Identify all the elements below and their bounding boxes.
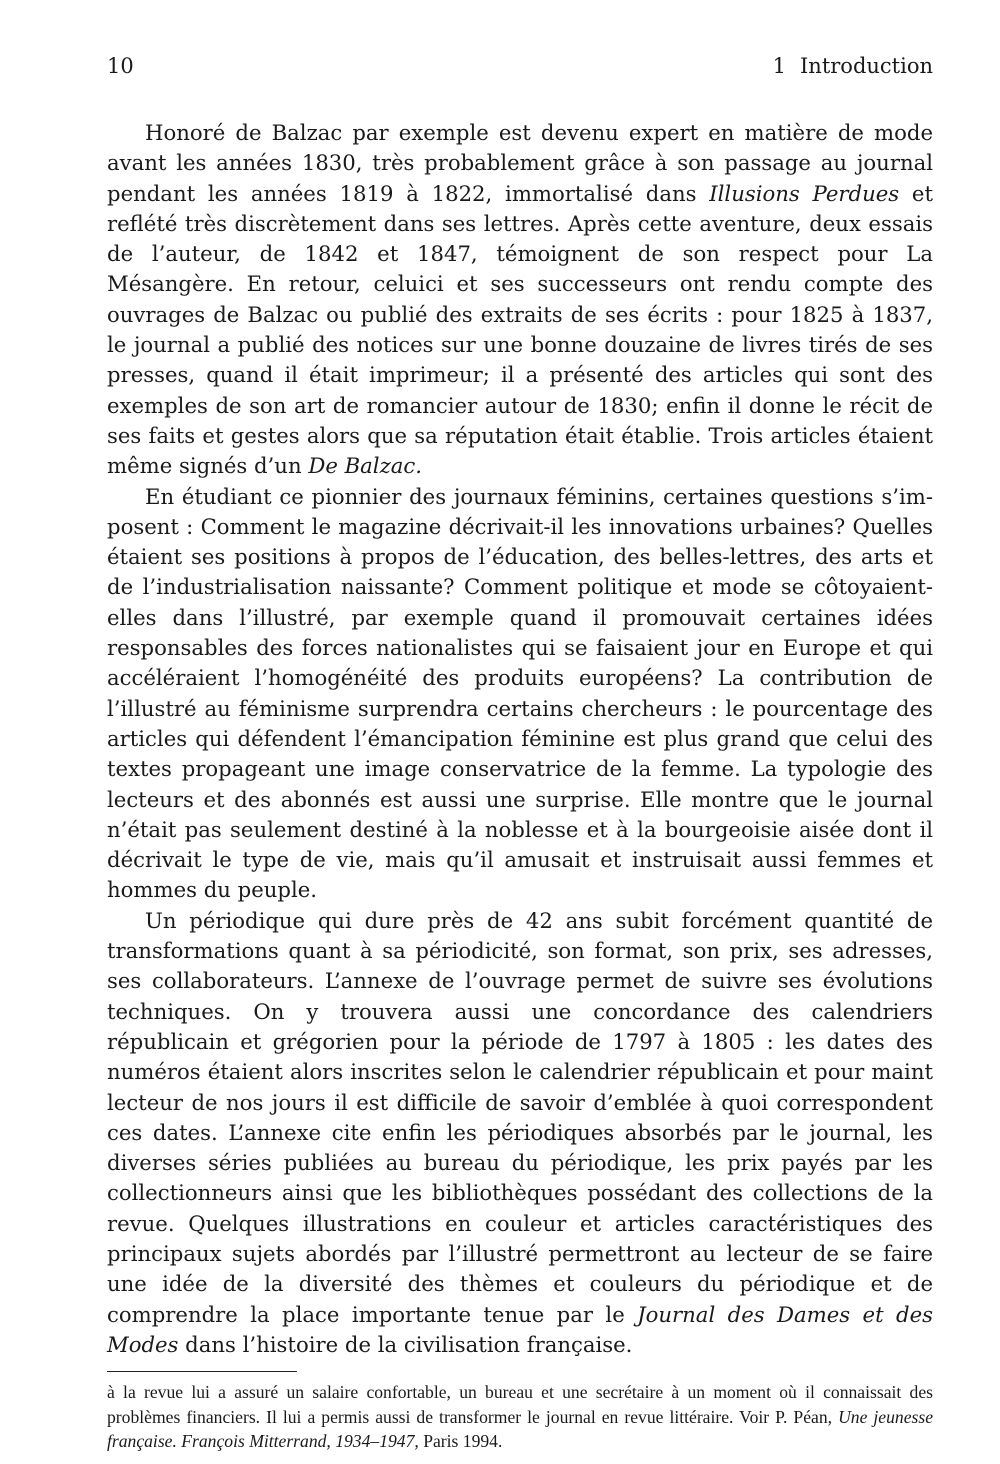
italic-title: Journal des Dames et des Modes [107, 1301, 933, 1357]
paragraph [107, 482, 933, 906]
paragraph-text: Un périodique qui dure près de 42 ans subit forcément quantité de transformations quant à sa périodicité, son format, son prix, ses adresses, ses collaborateurs. L’annexe de l’ouvrage permet de suivre ses évolutions techniques. On y trouvera aussi une concordance des calendriers républicain et grégorien pour la période de 1797 à 1805 : les dates des numéros étaient alors inscrites selon le calendrier républicain et pour maint lecteur de nos jours il est difficile de savoir d’emblée à quoi correspondent ces dates. L’annexe cite enfin les périodiques absorbés par le journal, les diverses séries publiées au bureau du périodique, les prix payés par les collectionneurs ainsi que les bibliothèques possédant des collections de la revue. Quelques illustrations en couleur et articles caractéristiques des principaux sujets abordés par l’illustré permettront au lecteur de se faire une idée de la diversité des thèmes et couleurs du périodique et de comprendre la place importante tenue par le [107, 907, 933, 1327]
footnote-italic-title: Une jeunesse française. François Mitterrand, 1934–1947, [107, 1406, 934, 1452]
footnote-segment: à la revue lui a assuré un salaire confortable, un bureau et une secrétaire à un moment où il connaissait des problèmes financiers. Il lui a permis aussi de transformer le journal en revue littéraire. Voir P. Péan, [107, 1382, 933, 1427]
paragraph-text: et reflété très discrètement dans ses lettres. Après cette aventure, deux essais de l’auteur, de 1842 et 1847, témoignent de son respect pour La Mésangère. En retour, celuici et ses successeurs ont rendu compte des ouvrages de Balzac ou publié des extraits de ses écrits : pour 1825 à 1837, le journal a publié des notices sur une bonne douzaine de livres tirés de ses presses, quand il était imprimeur; il a présenté des articles qui sont des exemples de son art de romancier autour de 1830; enfin il donne le récit de ses faits et gestes alors que sa réputation était établie. Trois articles étaient même signés d’un [107, 180, 933, 479]
running-head [107, 52, 933, 80]
page [107, 52, 933, 1454]
paragraph-text: dans l’histoire de la civilisation française. [178, 1331, 633, 1357]
paragraph-text: En étudiant ce pionnier des journaux féminins, certaines questions s’imposent : Comment le magazine décrivait-il les innovations urbaines? Quelles étaient ses positions à propos de l’éducation, des belles-lettres, des arts et de l’industrialisation naissante? Comment politique et mode se côtoyaient-elles dans l’illustré, par exemple quand il promouvait certaines idées responsables des forces nationalistes qui se faisaient jour en Europe et qui accéléraient l’homogénéité des produits européens? La contribution de l’illustré au féminisme surprendra certains chercheurs : le pourcentage des articles qui défendent l’émancipation féminine est plus grand que celui des textes propageant une image conservatrice de la femme. La typologie des lecteurs et des abonnés est aussi une surprise. Elle montre que le journal n’était pas seulement destiné à la noblesse et à la bourgeoisie aisée dont il décrivait le type de vie, mais qu’il amusait et instruisait aussi femmes et hommes du peuple. [107, 483, 933, 903]
body-text [107, 118, 933, 1360]
footnote [107, 1380, 933, 1454]
footnote-segment: Paris 1994. [418, 1431, 503, 1452]
paragraph-text: Honoré de Balzac par exemple est devenu expert en matière de mode avant les années 1830, très probablement grâce à son passage au journal pendant les années 1819 à 1822, immortalisé dans [107, 120, 933, 206]
italic-signature: De Balzac. [308, 453, 422, 479]
chapter-heading [773, 52, 933, 80]
footnote-text [107, 1380, 933, 1454]
italic-title: Illusions Perdues [709, 180, 900, 206]
page-number: 10 [107, 54, 134, 78]
chapter-number: 1 [772, 54, 786, 78]
paragraph [107, 906, 933, 1360]
paragraph [107, 118, 933, 482]
chapter-title: Introduction [800, 54, 933, 78]
footnote-rule [107, 1371, 297, 1372]
